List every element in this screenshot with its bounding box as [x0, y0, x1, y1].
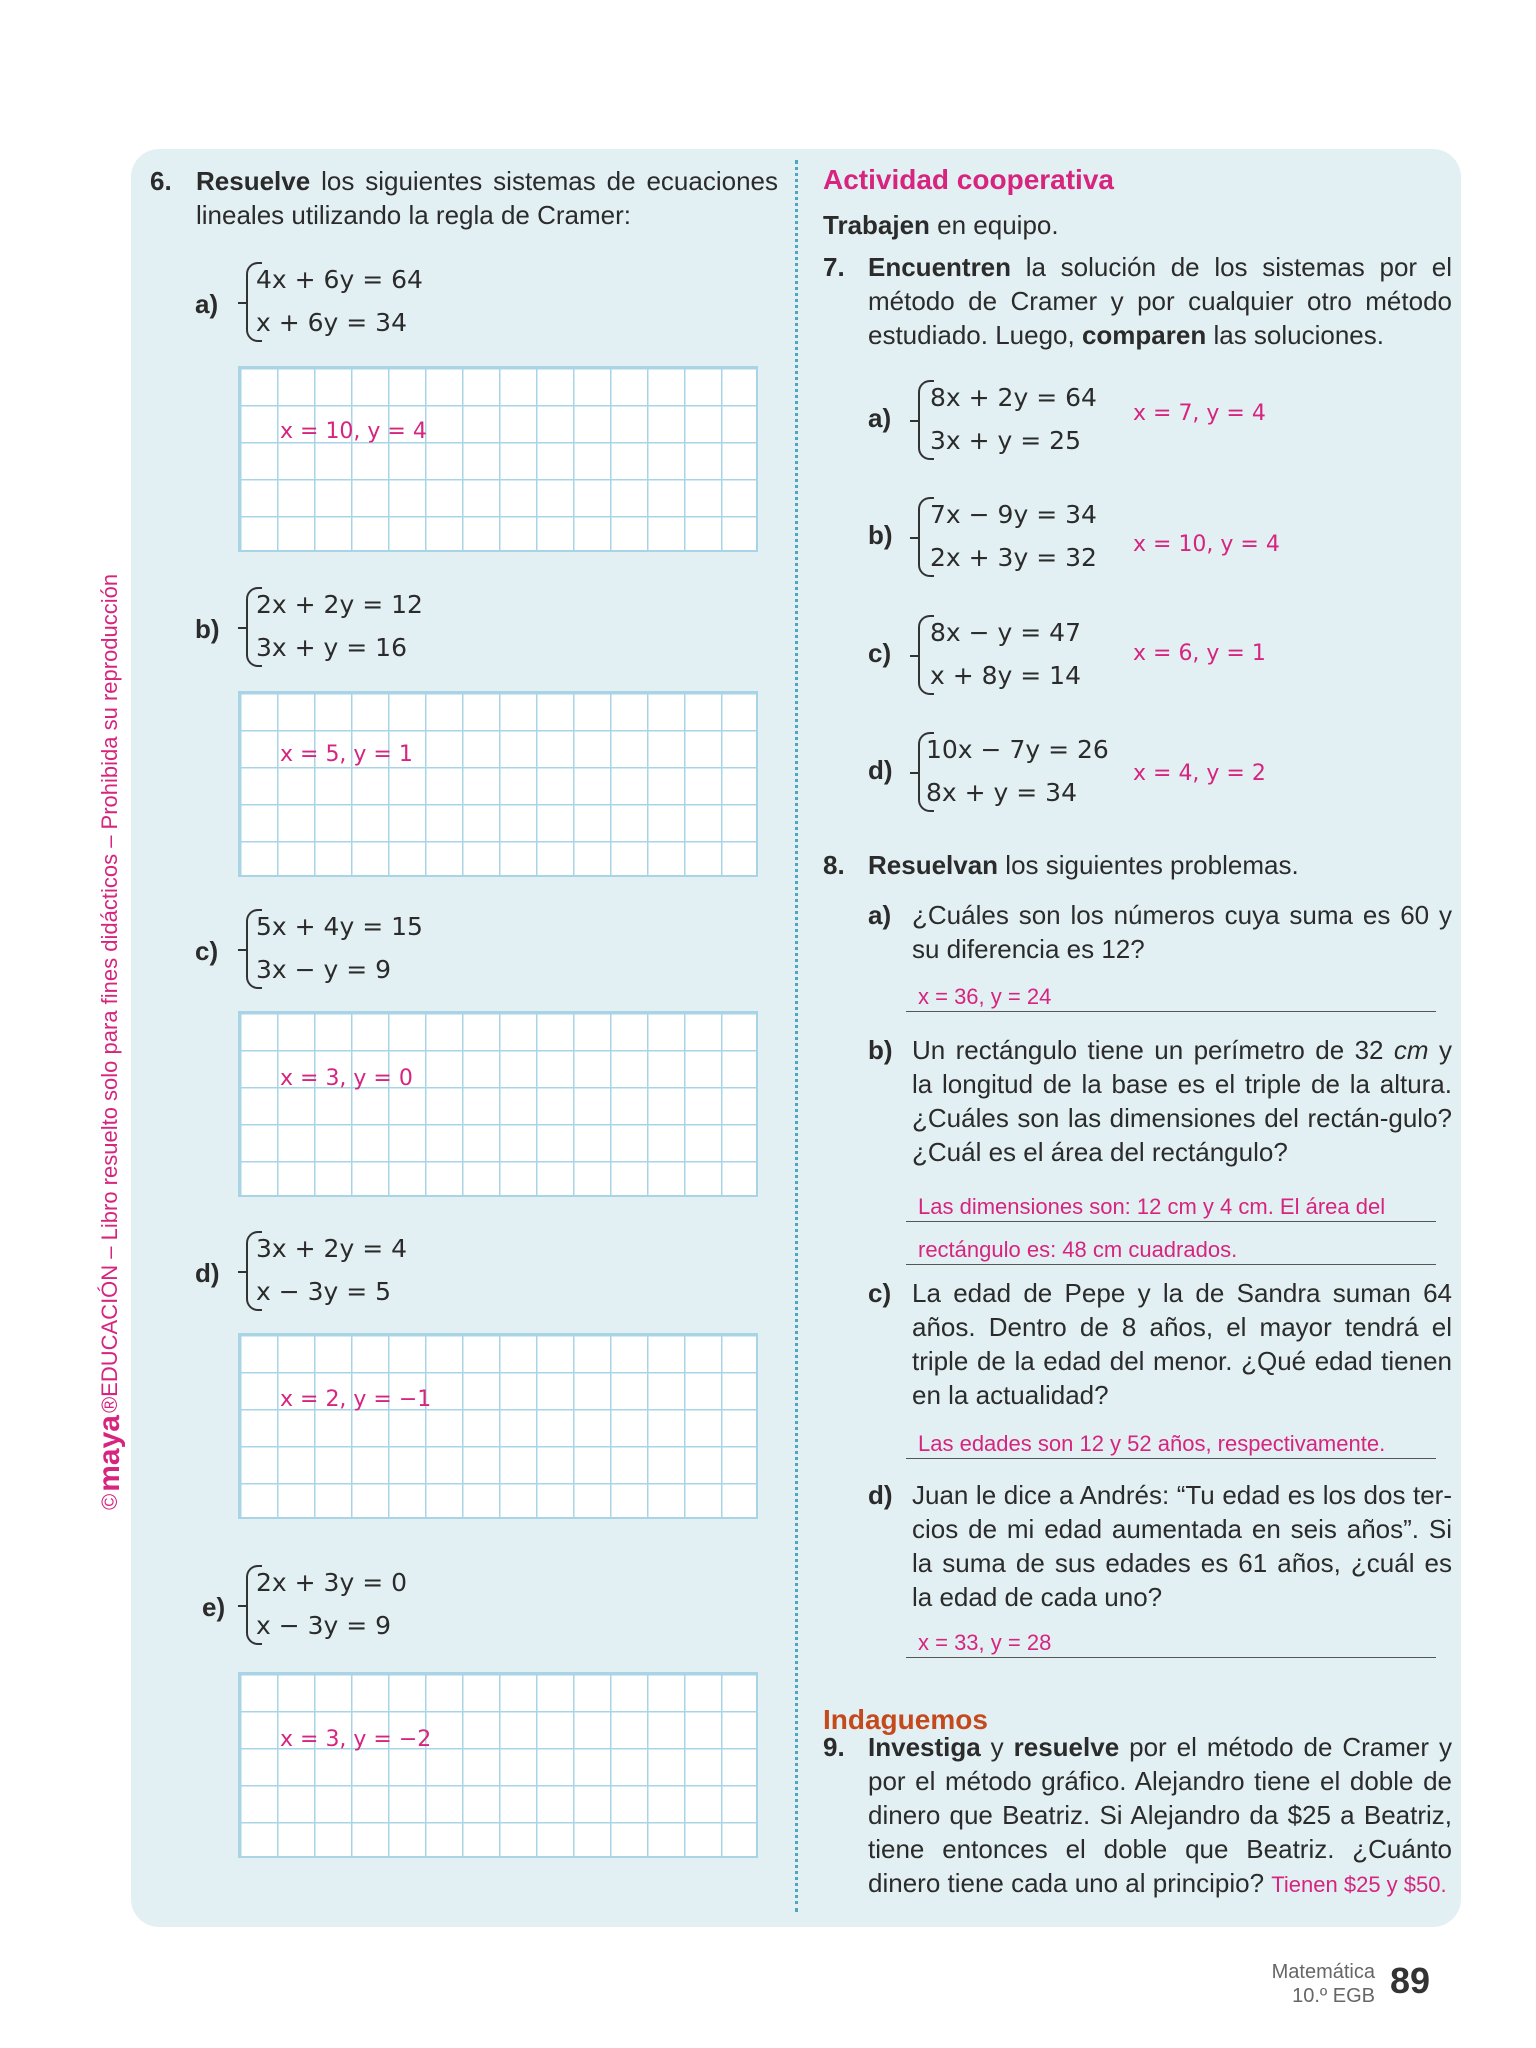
ex6-c-eq2: 3x − y = 9	[256, 955, 392, 984]
ex8-b-answer-line-1[interactable]	[906, 1190, 1436, 1222]
ex6-c-answer: x = 3, y = 0	[280, 1066, 413, 1091]
ex7-c-label: c)	[868, 638, 892, 668]
team-instruction-rest: en equipo.	[929, 210, 1059, 240]
ex6-a-eq2: x + 6y = 34	[256, 308, 407, 337]
exercise-7-number: 7.	[823, 252, 845, 282]
ex6-e-answer: x = 3, y = −2	[280, 1727, 432, 1752]
footer-grade: 10.º EGB	[1292, 1985, 1375, 2007]
page-number: 89	[1390, 1960, 1431, 2001]
ex7-b-system	[930, 493, 1097, 579]
ex7-d-eq2: 8x + y = 34	[926, 778, 1077, 807]
exercise-9-number: 9.	[823, 1732, 845, 1762]
ex8-a-answer: x = 36, y = 24	[918, 984, 1052, 1009]
exercise-7-verb-1: Encuentren	[868, 252, 1012, 282]
ex7-a-label: a)	[868, 403, 892, 433]
ex7-d-system	[926, 728, 1109, 814]
team-instruction-verb: Trabajen	[823, 210, 930, 240]
copyright-side-text	[88, 550, 132, 1510]
ex7-a-eq2: 3x + y = 25	[930, 426, 1081, 455]
column-divider	[795, 160, 798, 1912]
ex6-a-system	[256, 258, 423, 344]
footer-subject-name: Matemática	[1271, 1961, 1375, 1983]
ex8-b-question-start: Un rectángulo tiene un perímetro de 32	[912, 1035, 1394, 1065]
ex6-b-eq1: 2x + 2y = 12	[256, 590, 423, 619]
exercise-8-text: los siguientes problemas.	[998, 850, 1299, 880]
copyright-notice: EDUCACIÓN – Libro resuelto solo para fines didácticos – Prohibida su reproducción	[97, 573, 122, 1397]
ex6-c-eq1: 5x + 4y = 15	[256, 912, 423, 941]
exercise-7-verb-2: comparen	[1081, 320, 1207, 350]
ex8-c-answer: Las edades son 12 y 52 años, respectivamente.	[918, 1431, 1386, 1456]
ex6-b-grid[interactable]	[238, 691, 758, 877]
exercise-9-statement	[868, 1730, 1452, 1902]
ex6-a-eq1: 4x + 6y = 64	[256, 265, 423, 294]
ex6-d-answer: x = 2, y = −1	[280, 1387, 432, 1412]
ex8-b-answer-line-2[interactable]	[906, 1233, 1436, 1265]
ex7-c-answer: x = 6, y = 1	[1133, 641, 1266, 666]
ex6-e-grid[interactable]	[238, 1672, 758, 1858]
exercise-9-connector: y	[980, 1732, 1014, 1762]
team-instruction	[823, 208, 1059, 242]
ex6-e-system	[256, 1561, 407, 1647]
ex8-d-label: d)	[868, 1480, 893, 1510]
ex8-b-answer-2: rectángulo es: 48 cm cuadrados.	[918, 1237, 1238, 1262]
ex6-b-eq2: 3x + y = 16	[256, 633, 407, 662]
exercise-9-answer: Tienen $25 y $50.	[1271, 1872, 1447, 1897]
ex6-c-system	[256, 905, 423, 991]
ex6-d-system	[256, 1227, 407, 1313]
ex6-e-label: e)	[202, 1592, 226, 1622]
ex8-d-question: Juan le dice a Andrés: “Tu edad es los dos ter-cios de mi edad aumentada en seis años”. Si la suma de sus edades es 61 años, ¿cuál es la edad de cada uno?	[912, 1480, 1452, 1612]
ex8-d-answer-line[interactable]	[906, 1626, 1436, 1658]
ex7-c-eq1: 8x − y = 47	[930, 618, 1081, 647]
exercise-6-verb: Resuelve	[196, 166, 311, 196]
ex7-d-eq1: 10x − 7y = 26	[926, 735, 1109, 764]
exercise-8-number: 8.	[823, 850, 845, 880]
ex6-c-label: c)	[195, 936, 219, 966]
ex6-b-label: b)	[195, 614, 220, 644]
ex8-c-question: La edad de Pepe y la de Sandra suman 64 años. Dentro de 8 años, el mayor tendrá el triple de la edad del menor. ¿Qué edad tienen en la actualidad?	[912, 1278, 1452, 1410]
copyright-symbol: ©	[97, 1493, 122, 1510]
ex7-d-label: d)	[868, 755, 893, 785]
ex7-a-system	[930, 376, 1097, 462]
exercise-7-statement	[868, 250, 1452, 352]
ex7-c-eq2: x + 8y = 14	[930, 661, 1081, 690]
ex6-a-label: a)	[195, 289, 219, 319]
exercise-8-statement	[868, 848, 1452, 882]
exercise-8-verb: Resuelvan	[868, 850, 999, 880]
ex8-c-label: c)	[868, 1278, 892, 1308]
ex6-c-grid[interactable]	[238, 1011, 758, 1197]
ex8-b-question	[912, 1033, 1452, 1169]
registered-symbol: ®	[97, 1396, 122, 1414]
ex8-a-label: a)	[868, 900, 892, 930]
cooperative-activity-heading: Actividad cooperativa	[823, 164, 1114, 195]
ex6-b-system	[256, 583, 423, 669]
ex6-a-grid[interactable]	[238, 366, 758, 552]
exercise-9-text: por el método de Cramer y por el método gráfico. Alejandro tiene el doble de dinero que Beatriz. Si Alejandro da $25 a Beatriz, tiene entonces el doble que Beatriz. ¿Cuánto dinero tiene cada uno al principio?	[868, 1732, 1452, 1898]
footer-subject	[1210, 1960, 1375, 2008]
exercise-6-statement	[196, 164, 778, 232]
ex7-a-answer: x = 7, y = 4	[1133, 401, 1266, 426]
ex6-b-answer: x = 5, y = 1	[280, 742, 413, 767]
ex6-d-grid[interactable]	[238, 1333, 758, 1519]
ex7-b-eq2: 2x + 3y = 32	[930, 543, 1097, 572]
brand-logo: maya	[93, 1415, 126, 1492]
ex7-b-eq1: 7x − 9y = 34	[930, 500, 1097, 529]
ex8-b-answer-1: Las dimensiones son: 12 cm y 4 cm. El área del	[918, 1194, 1386, 1219]
ex8-d-answer: x = 33, y = 28	[918, 1630, 1052, 1655]
ex6-e-eq1: 2x + 3y = 0	[256, 1568, 407, 1597]
ex6-d-eq1: 3x + 2y = 4	[256, 1234, 407, 1263]
ex6-d-label: d)	[195, 1258, 220, 1288]
exercise-7-text-2: las soluciones.	[1206, 320, 1384, 350]
ex6-a-answer: x = 10, y = 4	[280, 419, 427, 444]
exercise-6-text: los siguientes sistemas de ecuaciones lineales utilizando la regla de Cramer:	[196, 166, 778, 230]
ex7-c-system	[930, 611, 1081, 697]
ex7-d-answer: x = 4, y = 2	[1133, 761, 1266, 786]
ex7-b-label: b)	[868, 520, 893, 550]
exercise-7-text-1: la solución de los sistemas por el método de Cramer y por cualquier otro método estudiado. Luego,	[868, 252, 1452, 350]
ex8-a-question: ¿Cuáles son los números cuya suma es 60 y su diferencia es 12?	[912, 900, 1452, 964]
ex6-e-eq2: x − 3y = 9	[256, 1611, 392, 1640]
exercise-9-verb-1: Investiga	[868, 1732, 981, 1762]
ex8-b-unit: cm	[1393, 1035, 1429, 1065]
ex7-b-answer: x = 10, y = 4	[1133, 532, 1280, 557]
exercise-9-verb-2: resuelve	[1013, 1732, 1120, 1762]
ex8-b-question-end: y la longitud de la base es el triple de la altura. ¿Cuáles son las dimensiones del rectán-gulo? ¿Cuál es el área del rectángulo?	[912, 1035, 1452, 1167]
ex8-c-answer-line[interactable]	[906, 1427, 1436, 1459]
indaguemos-heading: Indaguemos	[823, 1704, 988, 1735]
ex7-a-eq1: 8x + 2y = 64	[930, 383, 1097, 412]
ex8-a-answer-line[interactable]	[906, 980, 1436, 1012]
ex8-b-label: b)	[868, 1035, 893, 1065]
exercise-6-number: 6.	[150, 166, 172, 196]
ex6-d-eq2: x − 3y = 5	[256, 1277, 392, 1306]
